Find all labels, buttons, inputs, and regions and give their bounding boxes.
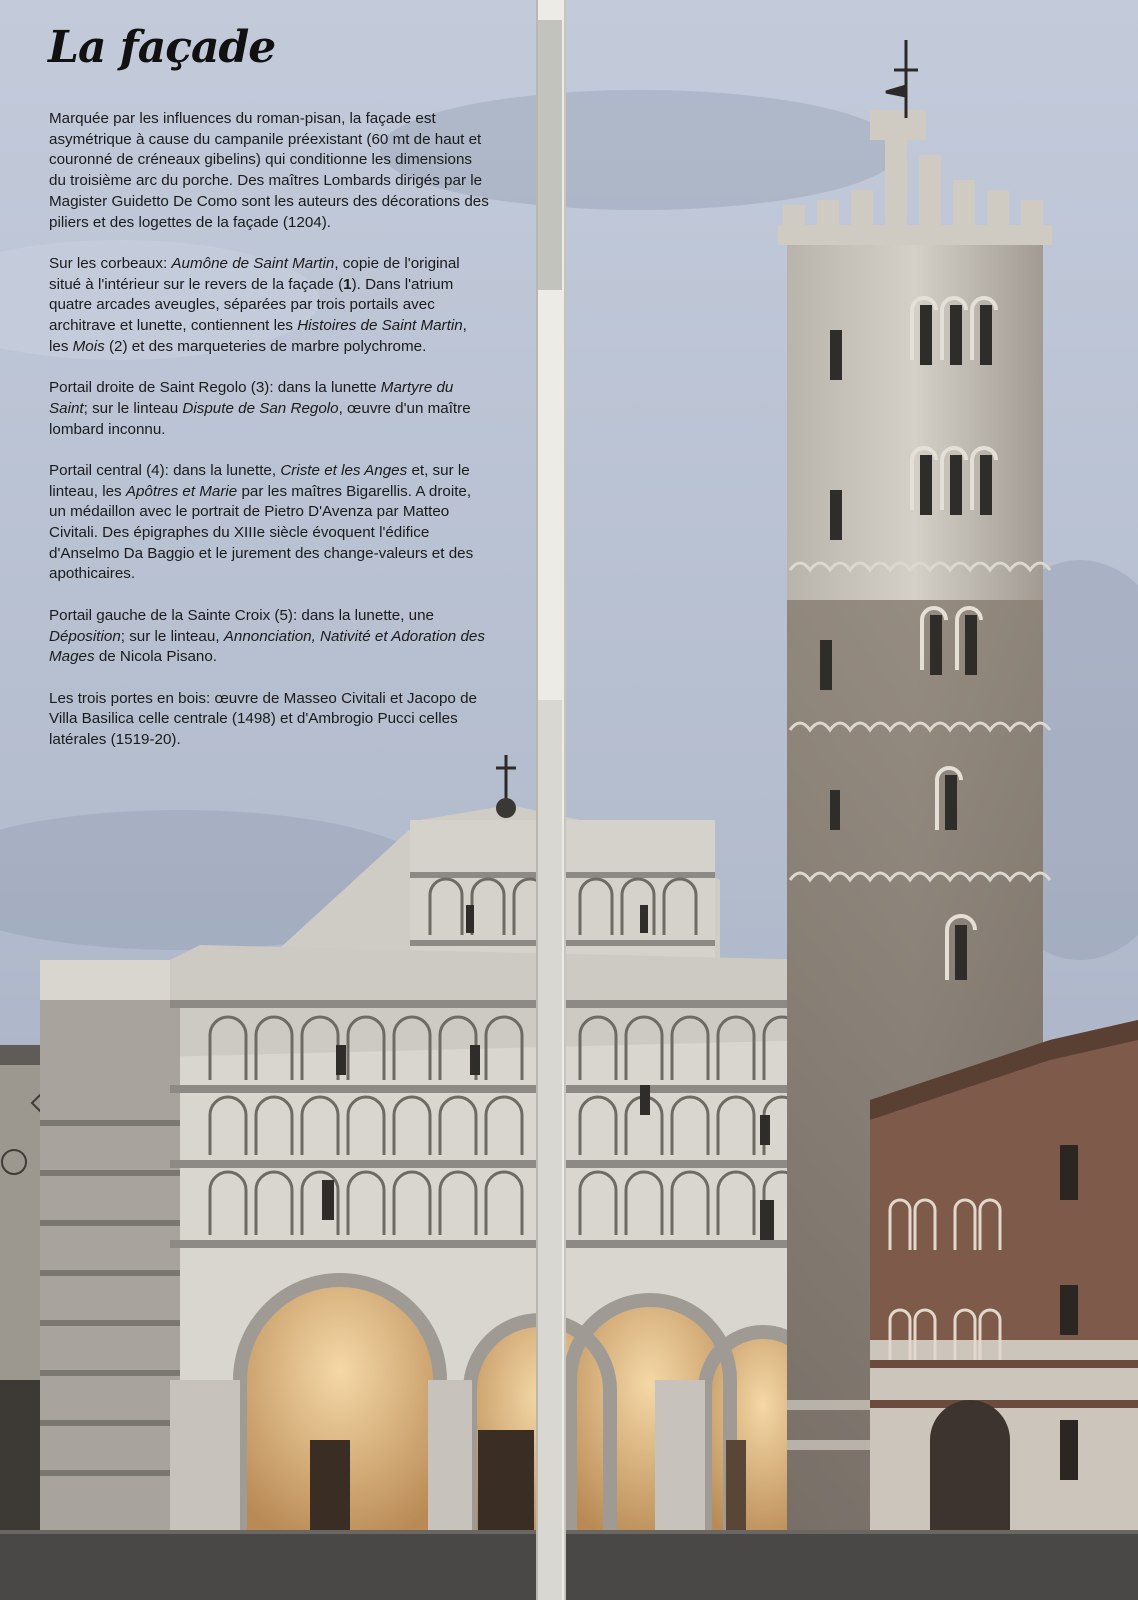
paragraph-intro <box>49 109 489 233</box>
paragraph-corbels <box>49 254 489 358</box>
text-run: Martyre du Saint <box>49 379 454 417</box>
text-run: Dispute de San Regolo <box>182 399 339 417</box>
text-run: par les maîtres Bigarellis. A droite, un médaillon avec le portrait de Pietro D'Avenza par Matteo Civitali. Des épigraphes du XIIIe siècle évoquent l'édifice d'Anselmo Da Baggio et le jurement des change-valeurs et des apothicaires. <box>49 482 474 583</box>
text-run: Déposition <box>49 627 121 645</box>
text-run: Mois <box>72 337 105 355</box>
text-run: Sur les corbeaux: <box>49 254 172 272</box>
text-run: ; sur le linteau, <box>120 627 224 645</box>
text-run: Apôtres et Marie <box>125 482 238 500</box>
text-run: Marquée par les influences du roman-pisan, la façade est asymétrique à cause du campanile préexistant (60 mt de haut et couronné de créneaux gibelins) qui conditionne les dimensions du troisième arc du porche. Des maîtres Lombards dirigés par le Magister Guidetto De Como sont les auteurs des décorations des piliers et des logettes de la façade (1204). <box>49 110 489 231</box>
paragraph-left-portal <box>49 606 489 668</box>
text-run: ). Dans l'atrium quatre arcades aveugles, séparées par trois portails avec architrave et lunette, contiennent les <box>49 275 454 335</box>
text-run: Portail central (4): dans la lunette, <box>49 461 281 479</box>
brick-palace <box>870 1020 1138 1540</box>
paragraph-central-portal <box>49 461 489 585</box>
paragraph-right-portal <box>49 378 489 440</box>
text-run: Criste et les Anges <box>280 461 408 479</box>
text-run: , copie de l'original situé à l'intérieur sur le revers de la façade ( <box>49 254 460 293</box>
piazza-ground <box>0 1530 1138 1600</box>
text-run: Portail gauche de la Sainte Croix (5): dans la lunette, une <box>49 606 434 624</box>
page-title: La façade <box>48 22 276 73</box>
text-run: Annonciation, Nativité et Adoration des Mages <box>49 627 485 666</box>
page-fold <box>536 0 566 1600</box>
text-run: ; sur le linteau <box>83 399 183 417</box>
text-run: et, sur le linteau, les <box>49 461 470 500</box>
text-run: Histoires de Saint Martin <box>297 317 463 335</box>
text-run: (2) et des marqueteries de marbre polychrome. <box>104 337 427 355</box>
text-run: Les trois portes en bois: œuvre de Masseo Civitali et Jacopo de Villa Basilica celle centrale (1498) et d'Ambrogio Pucci celles latérales (1519-20). <box>49 689 477 749</box>
paragraph-wooden-doors <box>49 689 489 751</box>
text-run: de Nicola Pisano. <box>94 648 218 666</box>
text-run: Aumône de Saint Martin <box>171 254 335 272</box>
description-text-column <box>49 109 489 771</box>
text-run: , les <box>49 317 467 355</box>
text-run: Portail droite de Saint Regolo (3): dans la lunette <box>49 379 381 397</box>
text-run: , œuvre d'un maître lombard inconnu. <box>49 399 471 438</box>
text-run: 1 <box>343 275 352 293</box>
